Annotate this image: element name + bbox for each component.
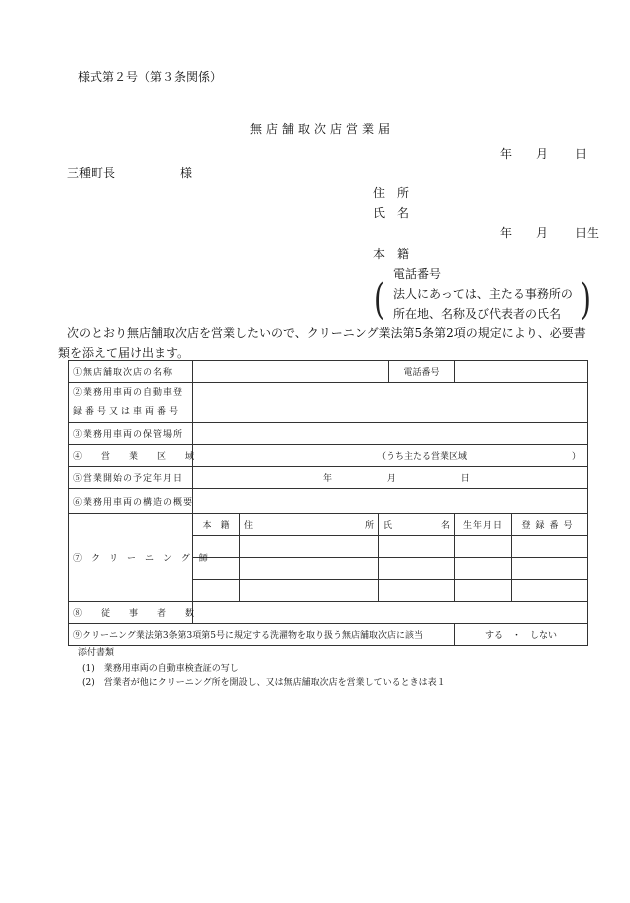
employee-count-field[interactable] xyxy=(193,602,588,624)
header-address-a: 住 xyxy=(244,521,254,531)
header-address-b: 所 xyxy=(364,521,374,531)
header-domicile: 本 籍 xyxy=(193,514,240,536)
start-date-field[interactable] xyxy=(193,467,588,489)
business-area-label: ④ 営 業 区 域 xyxy=(69,445,193,467)
addressee-name: 三種町長 xyxy=(67,166,116,180)
row-business-area xyxy=(69,445,588,467)
row-vehicle-structure xyxy=(69,489,588,514)
row-start-date xyxy=(69,467,588,489)
birth-day: 日生 xyxy=(575,226,600,240)
cm2-name[interactable] xyxy=(379,558,455,580)
vehicle-structure-field[interactable] xyxy=(193,489,588,514)
store-phone-field[interactable] xyxy=(455,361,588,383)
birth-year: 年 xyxy=(500,226,513,240)
cm1-address[interactable] xyxy=(240,536,379,558)
vehicle-registration-field[interactable] xyxy=(193,383,588,423)
applicant-phone-label: 電話番号 xyxy=(393,267,442,281)
document-title: 無店舗取次店営業届 xyxy=(250,122,395,136)
main-area-note-close: ） xyxy=(571,452,581,462)
attachments-heading: 添付書類 xyxy=(78,648,115,658)
start-date-day: 日 xyxy=(460,474,470,484)
body-text-line-2: 類を添えて届け出ます。 xyxy=(58,346,190,360)
cm1-name[interactable] xyxy=(379,536,455,558)
header-name xyxy=(379,514,455,536)
applicant-domicile-label: 本 籍 xyxy=(373,247,410,261)
cm1-birthdate[interactable] xyxy=(455,536,512,558)
cm3-domicile[interactable] xyxy=(193,580,240,602)
cm2-birthdate[interactable] xyxy=(455,558,512,580)
row-cleaning-masters-header xyxy=(69,514,588,536)
designated-laundry-options[interactable]: する ・ しない xyxy=(455,624,588,646)
cm3-name[interactable] xyxy=(379,580,455,602)
vehicle-structure-label: ⑥業務用車両の構造の概要 xyxy=(69,489,193,514)
store-name-label: ①無店舗取次店の名称 xyxy=(69,361,193,383)
vehicle-storage-field[interactable] xyxy=(193,423,588,445)
designated-laundry-label: ⑨クリーニング業法第3条第3項第5号に規定する洗濯物を取り扱う無店舗取次店に該当 xyxy=(69,624,455,646)
header-birthdate: 生年月日 xyxy=(455,514,512,536)
start-date-month: 月 xyxy=(386,474,396,484)
corporate-note-line-1: 法人にあっては、主たる事務所の xyxy=(393,287,573,301)
row-employee-count xyxy=(69,602,588,624)
store-name-field[interactable] xyxy=(193,361,389,383)
store-phone-label: 電話番号 xyxy=(389,361,455,383)
attachment-item-2: (2) 営業者が他にクリーニング所を開設し、又は無店舗取次店を営業しているときは表１ xyxy=(82,678,446,688)
row-designated-laundry xyxy=(69,624,588,646)
addressee-honorific: 様 xyxy=(180,166,193,180)
header-address xyxy=(240,514,379,536)
row-vehicle-storage xyxy=(69,423,588,445)
cleaning-master-label: ⑦クリーニング師 xyxy=(69,514,193,602)
left-bracket-icon: ( xyxy=(374,274,385,324)
vehicle-registration-label-line-2: 録番号又は車両番号 xyxy=(73,406,182,417)
vehicle-registration-label-line-1: ②業務用車両の自動車登 xyxy=(73,387,184,398)
date-day: 日 xyxy=(575,147,588,161)
start-date-year: 年 xyxy=(323,474,333,484)
main-area-note-open: （うち主たる営業区域 xyxy=(377,452,468,462)
attachment-item-1: (1) 業務用車両の自動車検査証の写し xyxy=(82,664,239,674)
vehicle-storage-label: ③業務用車両の保管場所 xyxy=(69,423,193,445)
cm2-registration-number[interactable] xyxy=(512,558,588,580)
cm3-address[interactable] xyxy=(240,580,379,602)
corporate-note-line-2: 所在地、名称及び代表者の氏名 xyxy=(393,307,562,321)
row-store-name xyxy=(69,361,588,383)
vehicle-registration-label xyxy=(69,383,193,423)
cm2-address[interactable] xyxy=(240,558,379,580)
registration-form-table xyxy=(68,360,588,646)
form-number: 様式第２号（第３条関係） xyxy=(78,70,223,84)
header-name-b: 名 xyxy=(440,521,450,531)
cm1-registration-number[interactable] xyxy=(512,536,588,558)
header-name-a: 氏 xyxy=(383,521,393,531)
row-vehicle-registration xyxy=(69,383,588,423)
body-text-line-1: 次のとおり無店舗取次店を営業したいので、クリーニング業法第5条第2項の規定により、必要書 xyxy=(67,326,586,340)
cm3-registration-number[interactable] xyxy=(512,580,588,602)
employee-count-label: ⑧ 従 事 者 数 xyxy=(69,602,193,624)
right-bracket-icon: ) xyxy=(580,274,591,324)
applicant-address-label: 住 所 xyxy=(373,186,410,200)
header-registration-number: 登録番号 xyxy=(512,514,588,536)
date-month: 月 xyxy=(536,147,549,161)
business-area-field[interactable] xyxy=(193,445,588,467)
applicant-name-label: 氏 名 xyxy=(373,206,410,220)
start-date-label: ⑤営業開始の予定年月日 xyxy=(69,467,193,489)
cm3-birthdate[interactable] xyxy=(455,580,512,602)
birth-month: 月 xyxy=(536,226,549,240)
date-year: 年 xyxy=(500,147,513,161)
